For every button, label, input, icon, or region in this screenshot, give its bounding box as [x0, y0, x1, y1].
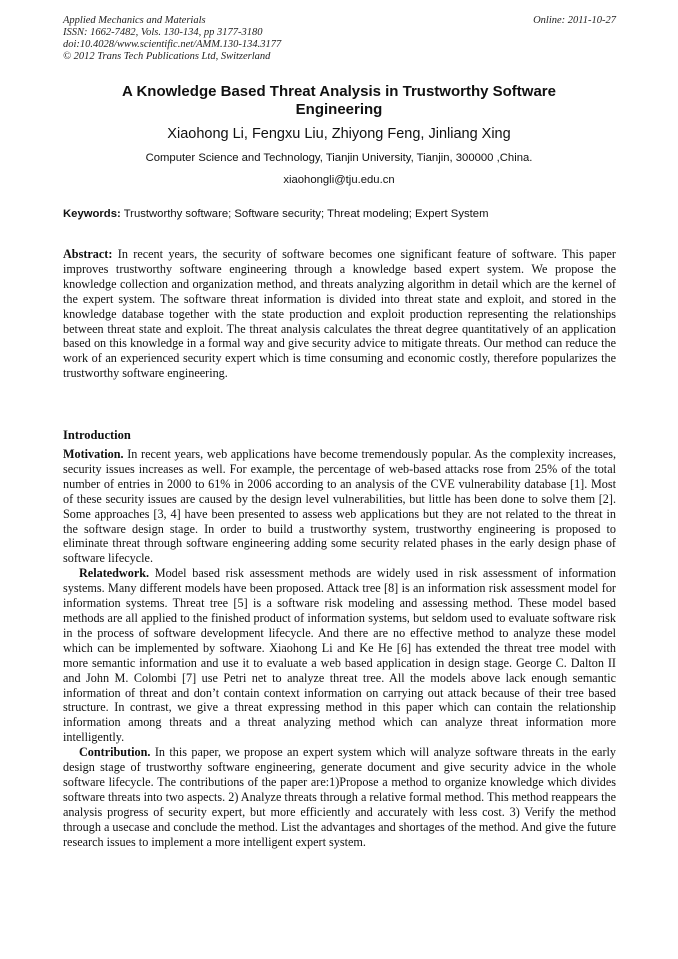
- keywords-label: Keywords:: [63, 208, 121, 220]
- copyright-line: © 2012 Trans Tech Publications Ltd, Switzerland: [63, 51, 271, 62]
- paragraph-motivation: [63, 447, 616, 566]
- paragraph-text: In recent years, web applications have become tremendously popular. As the complexity increases, security issues increases as well. For example, the percentage of web-based attacks rose from 25% of the total number of entries in 2000 to 61% in 2006 according to an analysis of the CVE vulnerability database [1]. Most of these security issues are caused by the design level vulnerabilities, but little has been done to solve them [2]. Some approaches [3, 4] have been presented to assess web applications but they are not related to the threat in the software design stage. In order to build a trustworthy system, trustworthy engineering is proposed to eliminate threat through software engineering adding some security related phases in the early design phase of software lifecycle.: [63, 447, 617, 566]
- keywords-text: Trustworthy software; Software security; Threat modeling; Expert System: [123, 208, 489, 220]
- issn-line: ISSN: 1662-7482, Vols. 130-134, pp 3177-3180: [63, 27, 263, 38]
- paragraph-lead: Motivation.: [63, 447, 124, 461]
- author-email: xiaohongli@tju.edu.cn: [283, 174, 395, 186]
- paragraph-text: In this paper, we propose an expert system which will analyze software threats in the early design stage of trustworthy software engineering, generate document and give security advice in the whole software lifecycle. The contributions of the paper are:1)Propose a method to organize knowledge which divides software threats into two aspects. 2) Analyze threats through a relative formal method. This method reappears the analysis progress of security expert, but more efficiently and accurately with less cost. 3) Verify the method through a usecase and conclude the method. List the advantages and shortages of the method. And give the future research issues to implement a more intelligent expert system.: [63, 745, 617, 849]
- paragraph-relatedwork: [63, 566, 616, 745]
- paper-title: A Knowledge Based Threat Analysis in Trustworthy Software Engineering: [122, 83, 556, 118]
- paragraph-lead: Relatedwork.: [79, 566, 150, 581]
- paragraph-lead: Contribution.: [79, 745, 151, 760]
- doi-line: doi:10.4028/www.scientific.net/AMM.130-134.3177: [63, 39, 282, 50]
- online-date: Online: 2011-10-27: [533, 15, 616, 26]
- author-list: Xiaohong Li, Fengxu Liu, Zhiyong Feng, Jinliang Xing: [167, 126, 511, 142]
- abstract-text: In recent years, the security of software becomes one significant feature of software. This paper improves trustworthy software engineering through a knowledge based expert system. We propose the knowledge collection and organization method, and threats analyzing algorithm in detail which are the kernel of the expert system. The software threat information is divided into threat state and exploit, and stored in the knowledge database together with the state production and exploit production representing the relationships between threat state and exploit. The threat analysis calculates the threat degree quantitatively of an application based on this knowledge in a formal way and give security advice to mitigate threats. Our method can reduce the work of an experienced security expert which is time consuming and economic costly, therefore popularizes the trustworthy software engineering.: [63, 247, 616, 381]
- section-heading-introduction: Introduction: [63, 428, 131, 442]
- paragraph-contribution: [63, 745, 616, 849]
- paragraph-text: Model based risk assessment methods are widely used in risk assessment of information systems. Many different models have been proposed. Attack tree [8] is an information risk assessment model for information systems. Threat tree [5] is a software risk modeling and assessing method. These model based methods are all applied to the finished product of information systems, but seldom used to evaluate software risk in the process of software development lifecycle. And there are no effective method to analyze these model which can be implemented by software. Xiaohong Li and Ke He [6] has extended the threat tree model with more semantic information and use it to evaluate a web based application in design stage. George C. Dalton II and John M. Colombi [7] use Petri net to analyze threat tree. All the models above lack enough semantic information of threat and don’t contain context information on carrying out attack because of their tree based structure. In contrast, we give a threat expressing method in this paper which can contain the relationship information among threats and a threat analyzing method which can analyze threat information more intelligently.: [63, 566, 617, 745]
- introduction-body: [63, 447, 616, 849]
- abstract-label: Abstract:: [63, 247, 113, 261]
- journal-name: Applied Mechanics and Materials: [63, 15, 206, 26]
- affiliation: Computer Science and Technology, Tianjin University, Tianjin, 300000 ,China.: [145, 152, 533, 164]
- journal-header: [63, 15, 616, 63]
- abstract: [63, 247, 616, 381]
- keywords: [63, 207, 616, 221]
